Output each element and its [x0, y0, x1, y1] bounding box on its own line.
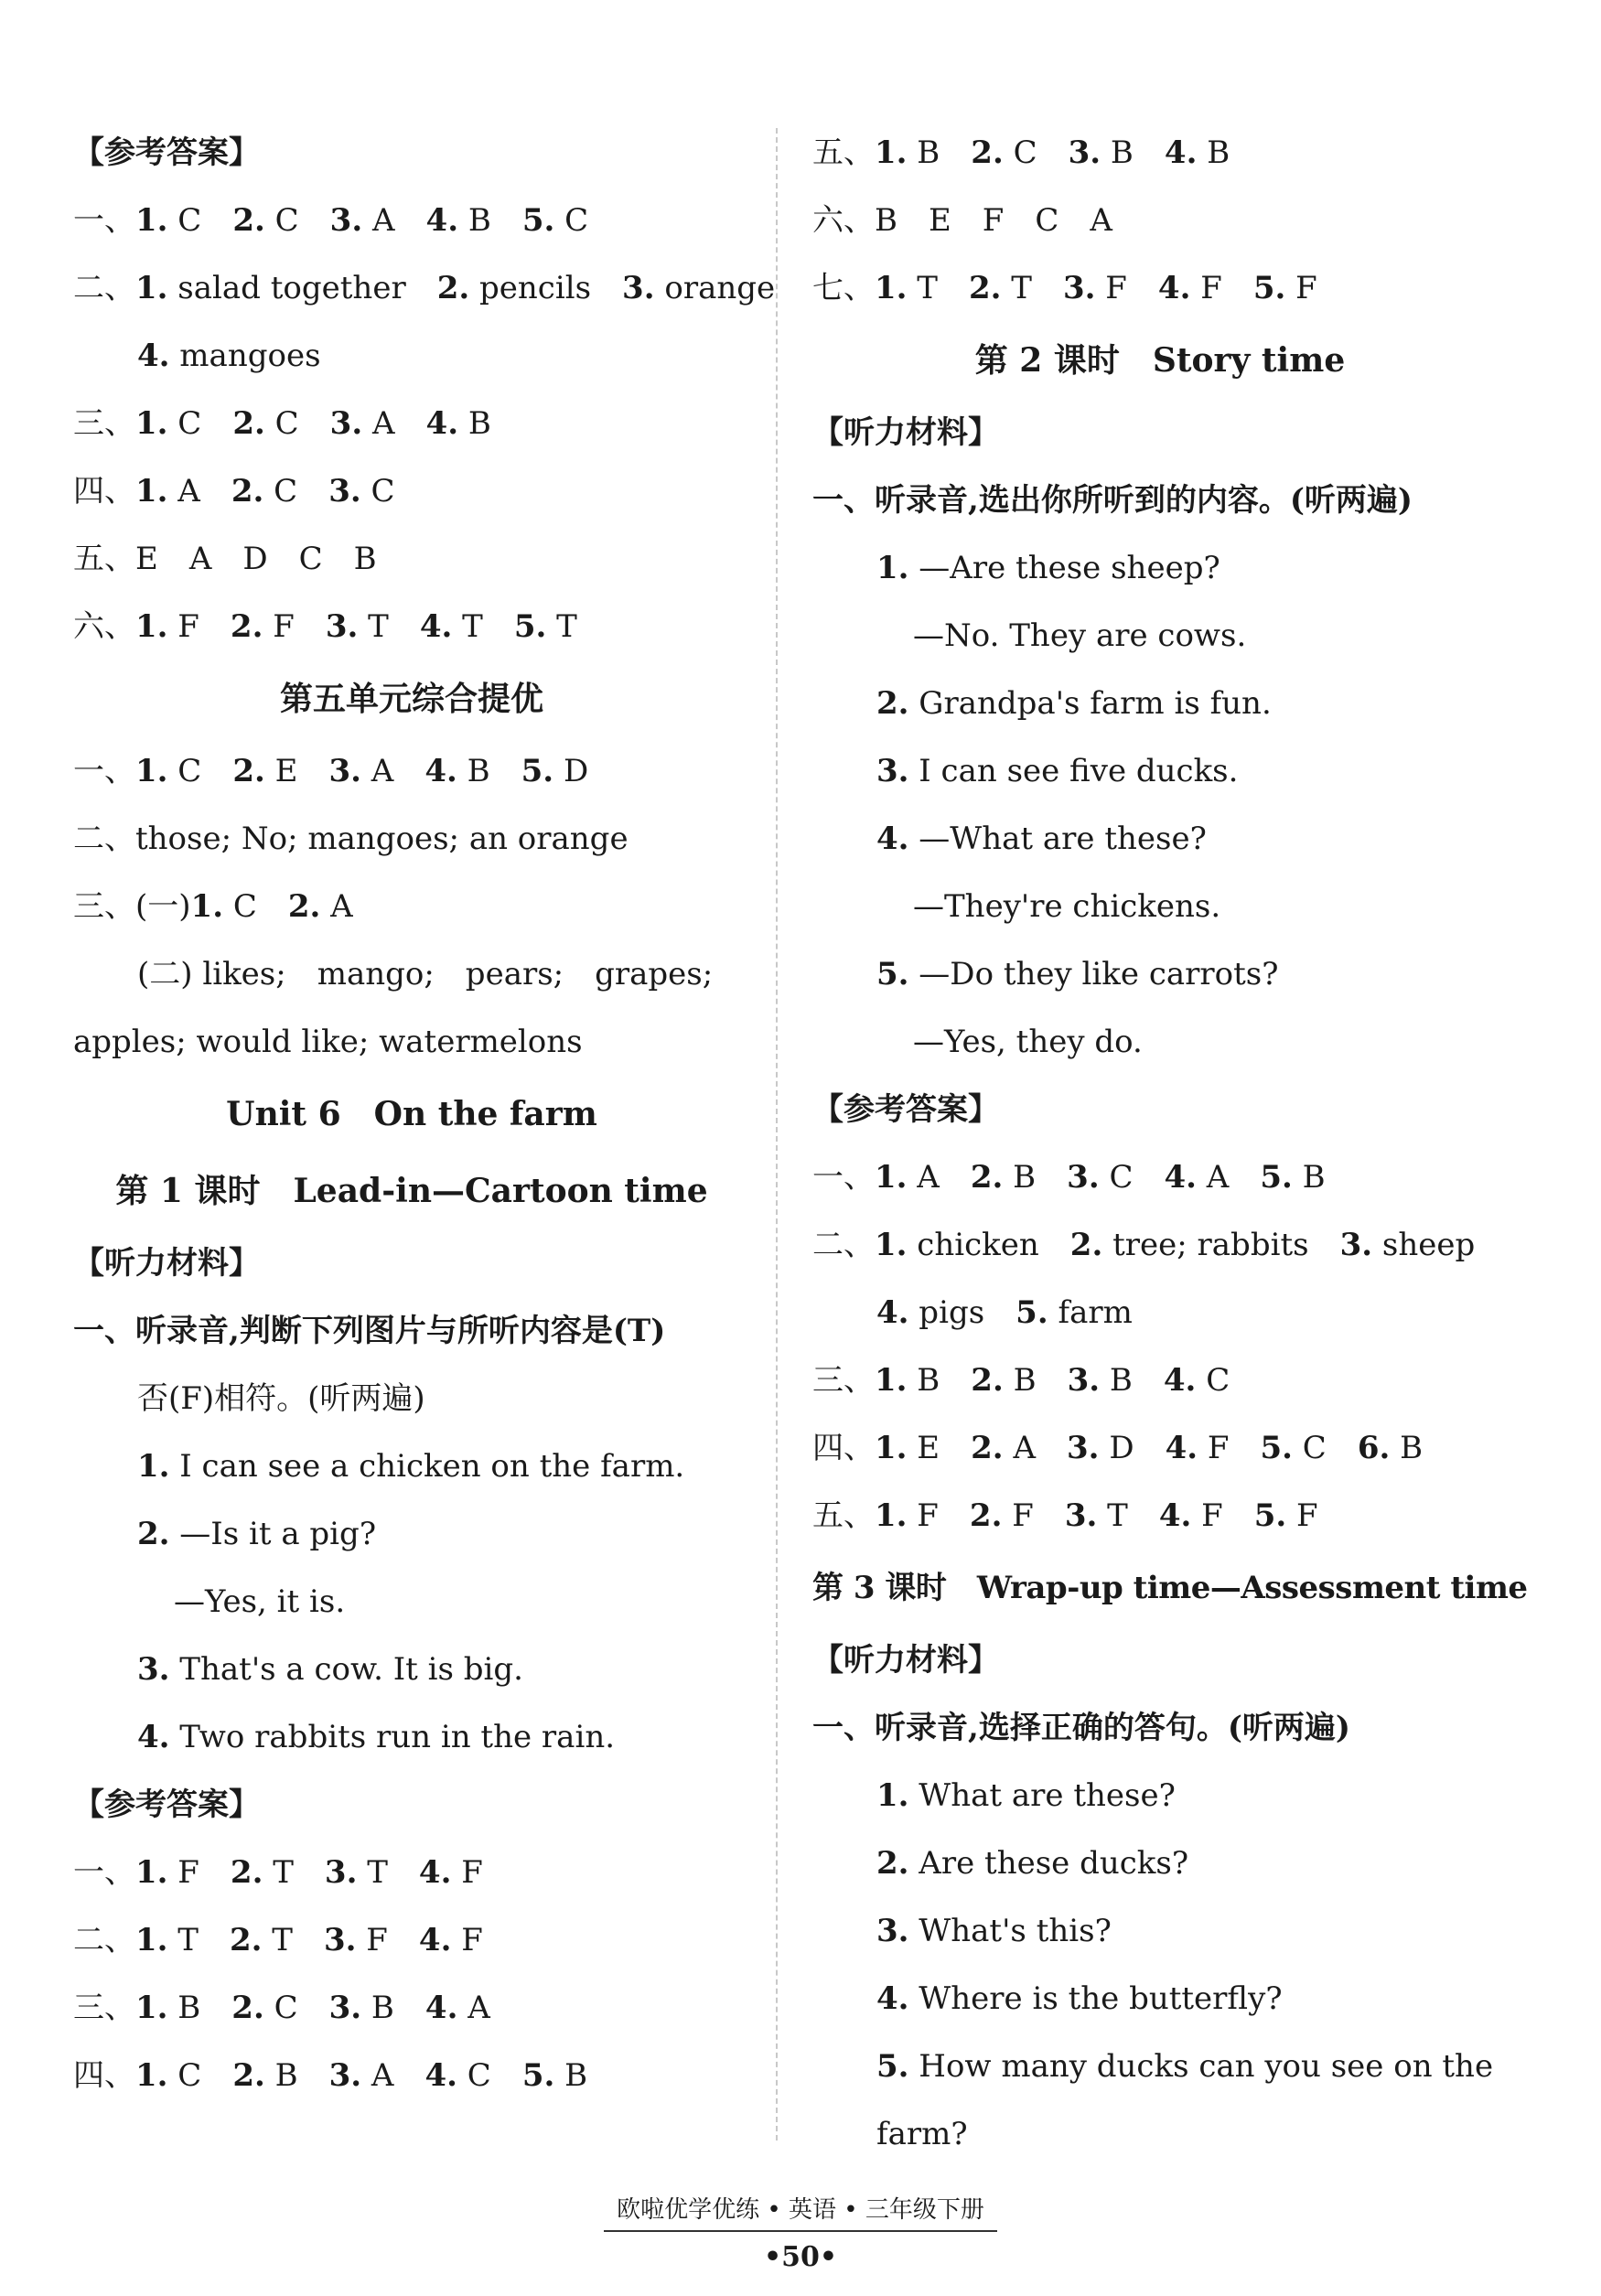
answer-line: 5. How many ducks can you see on the	[876, 2048, 1494, 2085]
answer-line: 三、1. B 2. C 3. B 4. A	[73, 1990, 490, 2026]
section-heading: 【听力材料】	[812, 1642, 999, 1679]
section-heading: 一、听录音,选择正确的答句。(听两遍)	[812, 1710, 1351, 1746]
answer-line: 四、1. A 2. C 3. C	[73, 473, 395, 510]
answer-line: 四、1. E 2. A 3. D 4. F 5. C 6. B	[812, 1430, 1424, 1466]
section-heading: 【听力材料】	[812, 414, 999, 451]
section-title: 第 2 课时 Story time	[974, 341, 1346, 380]
answer-line: (二) likes; mango; pears; grapes;	[137, 956, 714, 992]
answer-line: 一、1. C 2. C 3. A 4. B 5. C	[73, 202, 589, 239]
answer-line: 2. Grandpa's farm is fun.	[876, 685, 1272, 722]
answer-line: 二、1. T 2. T 3. F 4. F	[73, 1922, 483, 1958]
right-column	[812, 119, 1528, 2168]
section-heading: 【参考答案】	[73, 134, 260, 171]
answer-line: 1. What are these?	[876, 1777, 1176, 1814]
section-title: 第 3 课时 Wrap-up time—Assessment time	[812, 1570, 1528, 1606]
answer-line: 3. What's this?	[876, 1913, 1112, 1949]
answer-line: 五、E A D C B	[73, 541, 377, 577]
answer-line: farm?	[876, 2116, 968, 2152]
answer-line: 3. I can see five ducks.	[876, 753, 1239, 789]
answer-line: apples; would like; watermelons	[73, 1024, 583, 1060]
section-heading: 一、听录音,判断下列图片与所听内容是(T)	[73, 1313, 666, 1349]
answer-line: —They're chickens.	[913, 888, 1221, 925]
answer-line: 一、1. F 2. T 3. T 4. F	[73, 1854, 483, 1891]
answer-line: 4. Where is the butterfly?	[876, 1980, 1283, 2017]
answer-line: 二、those; No; mangoes; an orange	[73, 821, 629, 857]
answer-line: 5. —Do they like carrots?	[876, 956, 1279, 992]
page-footer	[0, 2191, 1601, 2273]
answer-line: 六、B E F C A	[812, 202, 1112, 239]
answer-line: 否(F)相符。(听两遍)	[137, 1380, 425, 1417]
answer-line: —Yes, they do.	[913, 1024, 1143, 1060]
answer-line: 二、1. salad together 2. pencils 3. orange	[73, 270, 776, 306]
answer-line: 2. —Is it a pig?	[137, 1516, 377, 1552]
answer-line: 4. Two rabbits run in the rain.	[137, 1719, 616, 1755]
answer-line: 4. pigs 5. farm	[876, 1294, 1133, 1331]
answer-line: 五、1. F 2. F 3. T 4. F 5. F	[812, 1497, 1318, 1534]
answer-line: —Yes, it is.	[174, 1583, 346, 1620]
answer-line: 二、1. chicken 2. tree; rabbits 3. sheep	[812, 1227, 1476, 1263]
answer-line: 3. That's a cow. It is big.	[137, 1651, 523, 1688]
section-title: 第五单元综合提优	[279, 680, 543, 718]
answer-line: 2. Are these ducks?	[876, 1845, 1189, 1882]
answer-line: —No. They are cows.	[913, 617, 1247, 654]
answer-line: 三、(一)1. C 2. A	[73, 888, 353, 925]
answer-line: 一、1. C 2. E 3. A 4. B 5. D	[73, 753, 589, 789]
left-column	[73, 119, 776, 2109]
answer-line: 4. —What are these?	[876, 821, 1207, 857]
section-title: Unit 6 On the farm	[226, 1095, 597, 1133]
answer-line: 一、1. A 2. B 3. C 4. A 5. B	[812, 1159, 1326, 1196]
section-heading: 一、听录音,选出你所听到的内容。(听两遍)	[812, 482, 1413, 519]
section-title: 第 1 课时 Lead-in—Cartoon time	[115, 1172, 708, 1210]
answer-line: 1. —Are these sheep?	[876, 550, 1220, 586]
answer-line: 三、1. B 2. B 3. B 4. C	[812, 1362, 1230, 1399]
answer-line: 1. I can see a chicken on the farm.	[137, 1448, 685, 1485]
column-divider	[776, 128, 778, 2140]
answer-line: 4. mangoes	[137, 338, 321, 374]
section-heading: 【参考答案】	[73, 1786, 260, 1823]
book-subtitle: 欧啦优学优练 • 英语 • 三年级下册	[604, 2191, 997, 2232]
section-heading: 【听力材料】	[73, 1245, 260, 1282]
section-heading: 【参考答案】	[812, 1091, 999, 1128]
answer-line: 三、1. C 2. C 3. A 4. B	[73, 405, 491, 442]
answer-line: 七、1. T 2. T 3. F 4. F 5. F	[812, 270, 1317, 306]
answer-line: 四、1. C 2. B 3. A 4. C 5. B	[73, 2057, 588, 2094]
page-number: •50•	[763, 2241, 838, 2273]
answer-line: 六、1. F 2. F 3. T 4. T 5. T	[73, 608, 577, 645]
answer-line: 五、1. B 2. C 3. B 4. B	[812, 134, 1230, 171]
